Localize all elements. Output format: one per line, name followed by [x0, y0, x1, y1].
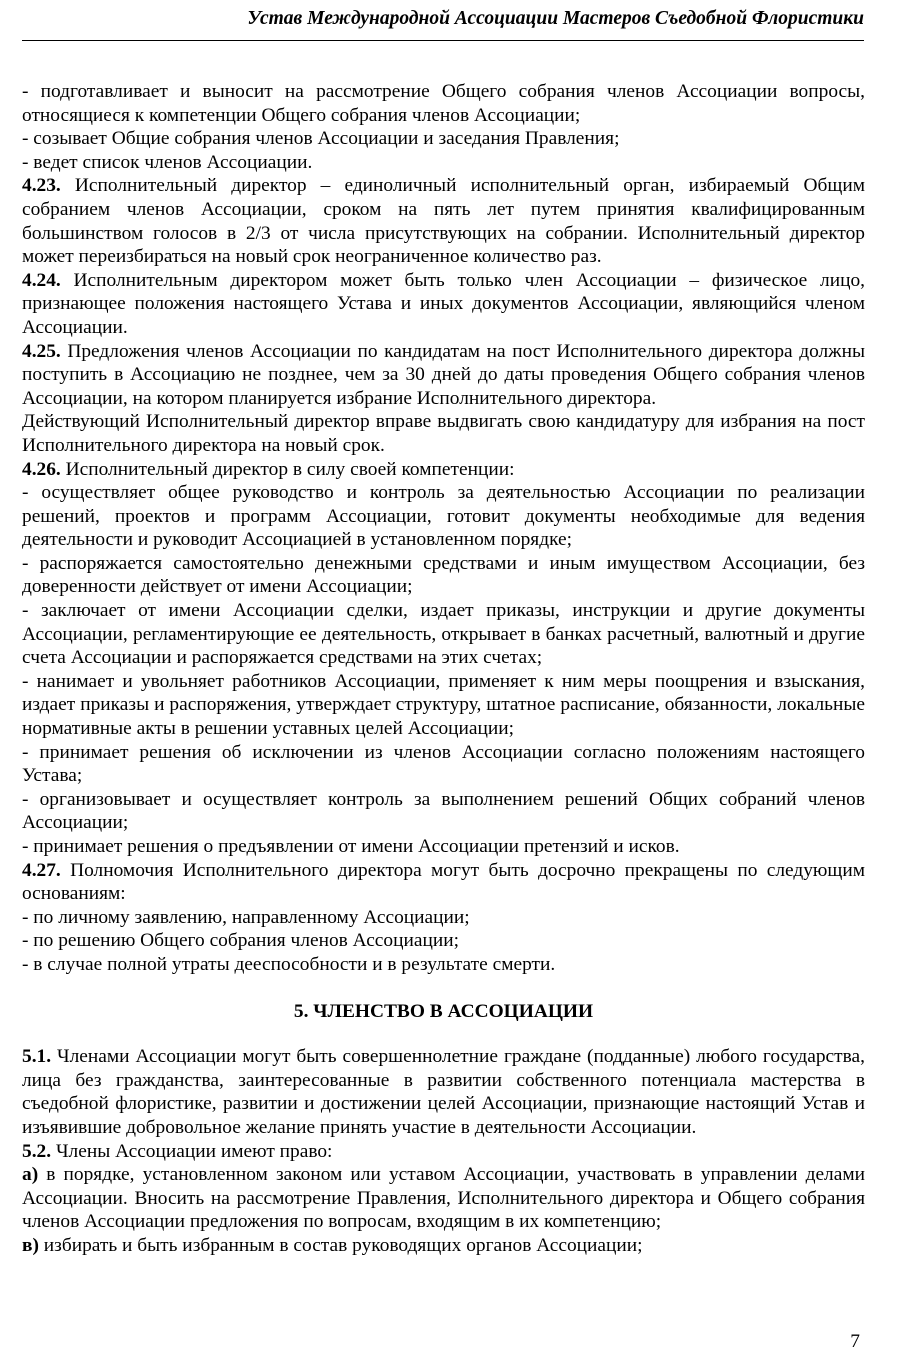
paragraph-text: - по личному заявлению, направленному Ассоциации;: [22, 906, 470, 928]
paragraph: [22, 340, 865, 411]
clause-number: 5.2.: [22, 1140, 52, 1162]
paragraph-text: Исполнительный директор – единоличный исполнительный орган, избираемый Общим собранием членов Ассоциации, сроком на пять лет путем принятия квалифицированным большинством голосов в 2/3 от числа присутствующих на собрании. Исполнительный директор может переизбираться на новый срок неограниченное количество раз.: [22, 175, 865, 268]
clause-number: 4.25.: [22, 340, 61, 362]
clause-number: 4.24.: [22, 269, 61, 291]
paragraph-text: - по решению Общего собрания членов Ассоциации;: [22, 930, 459, 952]
paragraph: [22, 481, 865, 552]
paragraph-text: Полномочия Исполнительного директора могут быть досрочно прекращены по следующим основаниям:: [22, 859, 865, 905]
header-rule: [22, 40, 864, 41]
paragraph: [22, 269, 865, 340]
paragraph-text: Исполнительный директор в силу своей компетенции:: [60, 458, 515, 480]
paragraph: [22, 151, 865, 175]
paragraph: [22, 127, 865, 151]
paragraph: [22, 953, 865, 977]
paragraph: [22, 835, 865, 859]
paragraph-text: Члены Ассоциации имеют право:: [51, 1140, 333, 1162]
paragraph-text: в порядке, установленном законом или уставом Ассоциации, участвовать в управлении делами Ассоциации. Вносить на рассмотрение Правления, Исполнительного директора и Общего собрания членов Ассоциации предложения по вопросам, входящим в их компетенцию;: [22, 1164, 865, 1233]
paragraph: [22, 1045, 865, 1139]
paragraph-text: - ведет список членов Ассоциации.: [22, 151, 313, 173]
running-header: Устав Международной Ассоциации Мастеров Съедобной Флористики: [247, 8, 864, 29]
paragraph-text: Членами Ассоциации могут быть совершеннолетние граждане (подданные) любого государства, лица без гражданства, заинтересованные в развитии собственного потенциала мастерства в съедобной флористике, развитии и достижении целей Ассоциации, признающие настоящий Устав и изъявившие добровольное желание принять участие в деятельности Ассоциации.: [22, 1046, 865, 1138]
paragraph: [22, 859, 865, 906]
paragraph: [22, 741, 865, 788]
clause-number: 4.27.: [22, 859, 61, 881]
clause-number: 4.26.: [22, 458, 61, 480]
paragraph-text: - принимает решения о предъявлении от имени Ассоциации претензий и исков.: [22, 836, 680, 857]
paragraph: [22, 670, 865, 741]
paragraph-text: - созывает Общие собрания членов Ассоциации и заседания Правления;: [22, 128, 620, 150]
clause-number: а): [22, 1164, 39, 1186]
paragraph: [22, 788, 865, 835]
paragraph: [22, 80, 865, 127]
paragraph: [22, 458, 865, 482]
paragraph-text: избирать и быть избранным в состав руководящих органов Ассоциации;: [38, 1234, 643, 1256]
paragraph: [22, 410, 865, 457]
paragraph: [22, 929, 865, 953]
section-heading: 5. ЧЛЕНСТВО В АССОЦИАЦИИ: [293, 1000, 594, 1022]
paragraph-text: Исполнительным директором может быть только член Ассоциации – физическое лицо, признающее положения настоящего Устава и иных документов Ассоциации, являющийся членом Ассоциации.: [22, 269, 865, 338]
paragraphs-before-section: [22, 80, 865, 977]
paragraph: [22, 552, 865, 599]
paragraph-text: - в случае полной утраты дееспособности и в результате смерти.: [22, 953, 556, 975]
paragraph: [22, 1234, 865, 1258]
paragraph-text: - принимает решения об исключении из членов Ассоциации согласно положениям настоящего Устава;: [22, 741, 865, 787]
paragraph-text: - распоряжается самостоятельно денежными средствами и иным имуществом Ассоциации, без доверенности действует от имени Ассоциации;: [22, 552, 865, 598]
clause-number: в): [22, 1234, 39, 1256]
paragraph: [22, 599, 865, 670]
page-number: 7: [850, 1331, 860, 1352]
paragraph-text: Действующий Исполнительный директор вправе выдвигать свою кандидатуру для избрания на пост Исполнительного директора на новый срок.: [22, 411, 865, 456]
paragraph: [22, 1140, 865, 1164]
paragraph-text: - заключает от имени Ассоциации сделки, издает приказы, инструкции и другие документы Ассоциации, регламентирующие ее деятельность, открывает в банках расчетный, валютный и другие счета Ассоциации и распоряжается средствами на этих счетах;: [22, 600, 865, 669]
paragraphs-after-section: [22, 1045, 865, 1257]
clause-number: 4.23.: [22, 175, 61, 197]
paragraph: [22, 1163, 865, 1234]
paragraph: [22, 906, 865, 930]
paragraph-text: - нанимает и увольняет работников Ассоциации, применяет к ним меры поощрения и взыскания, издает приказы и распоряжения, утверждает структуру, штатное расписание, обязанности, локальные нормативные акты в решении уставных целей Ассоциации;: [22, 670, 865, 740]
paragraph-text: Предложения членов Ассоциации по кандидатам на пост Исполнительного директора должны поступить в Ассоциацию не позднее, чем за 30 дней до даты проведения Общего собрания членов Ассоциации, на котором планируется избрание Исполнительного директора.: [22, 340, 865, 409]
clause-number: 5.1.: [22, 1046, 52, 1068]
document-body: [22, 80, 865, 1258]
paragraph-text: - осуществляет общее руководство и контроль за деятельностью Ассоциации по реализации решений, проектов и программ Ассоциации, готовит документы необходимые для ведения деятельности и руководит Ассоциацией в установленном порядке;: [22, 482, 865, 551]
paragraph-text: - организовывает и осуществляет контроль за выполнением решений Общих собраний членов Ассоциации;: [22, 788, 865, 834]
paragraph-text: - подготавливает и выносит на рассмотрение Общего собрания членов Ассоциации вопросы, относящиеся к компетенции Общего собрания членов Ассоциации;: [22, 81, 865, 126]
paragraph: [22, 174, 865, 268]
